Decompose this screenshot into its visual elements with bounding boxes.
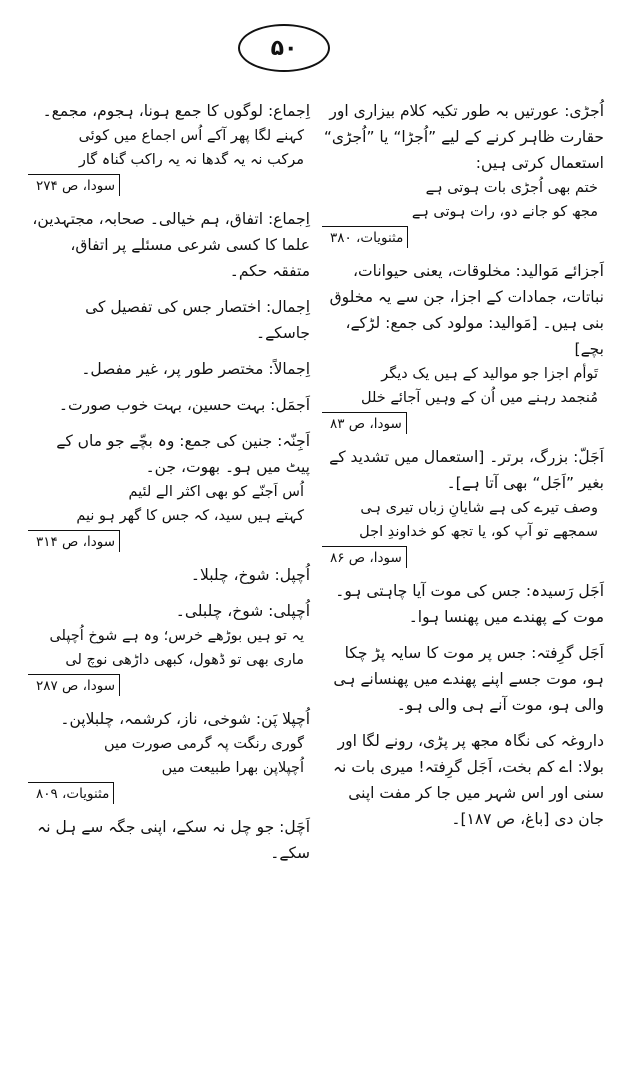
entry-gap bbox=[322, 248, 604, 258]
right-column bbox=[322, 98, 604, 1078]
verse-line: کہنے لگا پھر آکے اُس اجماع میں کوئی bbox=[78, 128, 304, 144]
entry-gap bbox=[28, 382, 310, 392]
verse-line: مُنجمد رہنے میں اُن کے وہیں آجائے خلل bbox=[361, 390, 598, 406]
verse-line: مرکب نہ یہ گدھا نہ یہ راکب گناہ گار bbox=[78, 152, 304, 168]
source-reference-text: مثنویات، ۸۰۹ bbox=[28, 782, 114, 804]
entry-gap bbox=[322, 568, 604, 578]
source-reference bbox=[322, 226, 604, 248]
verse-quote bbox=[28, 732, 310, 780]
page-number: ۵۰ bbox=[238, 24, 330, 72]
source-reference-text: سودا، ص ۸۳ bbox=[322, 412, 407, 434]
dictionary-entry: اِجماع: اتفاق، ہم خیالی۔ صحابہ، مجتہدین، علما کا کسی شرعی مسئلے پر اتفاق، متفقہ حکم۔ bbox=[32, 210, 310, 280]
dictionary-entry: اَچَل: جو چل نہ سکے، اپنی جگہ سے ہل نہ سکے۔ bbox=[37, 818, 310, 862]
dictionary-entry: اُچپلی: شوخ، چلبلی۔ bbox=[175, 602, 310, 620]
source-reference-text: سودا، ص ۸۶ bbox=[322, 546, 407, 568]
source-reference-text: سودا، ص ۲۸۷ bbox=[28, 674, 120, 696]
verse-line: وصف تیرے کی ہے شایانِ زباں تیری ہی bbox=[360, 500, 598, 516]
verse-line: ختم بھی اُجڑی بات ہوتی ہے bbox=[425, 180, 598, 196]
verse-quote bbox=[28, 624, 310, 672]
source-reference-text: سودا، ص ۳۱۴ bbox=[28, 530, 120, 552]
left-column bbox=[28, 98, 310, 1078]
dictionary-entry: اَجمَل: بہت حسین، بہت خوب صورت۔ bbox=[58, 396, 310, 414]
verse-quote bbox=[322, 176, 604, 224]
dictionary-entry: اَجزائے مَوالید: مخلوقات، یعنی حیوانات، نباتات، جمادات کے اجزا، جن سے یہ مخلوق بنی ہیں۔ [مَوالید: مولود کی جمع: لڑکے، بچے] bbox=[329, 262, 604, 358]
source-reference-text: مثنویات، ۳۸۰ bbox=[322, 226, 408, 248]
dictionary-entry: اِجمالاً: مختصر طور پر، غیر مفصل۔ bbox=[81, 360, 310, 378]
entry-gap bbox=[322, 434, 604, 444]
verse-quote bbox=[322, 362, 604, 410]
dictionary-entry: اَجَل رَسیدہ: جس کی موت آیا چاہتی ہو۔ موت کے پھندے میں پھنسا ہوا۔ bbox=[335, 582, 604, 626]
entry-gap bbox=[28, 346, 310, 356]
source-reference bbox=[28, 674, 310, 696]
entry-gap bbox=[322, 630, 604, 640]
source-reference bbox=[28, 782, 310, 804]
verse-quote bbox=[322, 496, 604, 544]
entry-gap bbox=[28, 284, 310, 294]
verse-line: یہ تو ہیں بوڑھے خرس؛ وہ ہے شوخ اُچپلی bbox=[49, 628, 304, 644]
source-reference bbox=[28, 530, 310, 552]
verse-line: تَوأم اجزا جو موالید کے ہیں یک دیگر bbox=[381, 366, 598, 382]
entry-gap bbox=[28, 418, 310, 428]
dictionary-entry: اَجَلّ: بزرگ، برتر۔ [استعمال میں تشدید کے بغیر ”اَجَل“ بھی آتا ہے]۔ bbox=[329, 448, 604, 492]
source-reference bbox=[322, 546, 604, 568]
dictionary-entry: اِجمال: اختصار جس کی تفصیل کی جاسکے۔ bbox=[85, 298, 310, 342]
source-reference bbox=[28, 174, 310, 196]
entry-gap bbox=[322, 718, 604, 728]
dictionary-entry: اُجڑی: عورتیں بہ طور تکیہ کلام بیزاری اور حقارت ظاہر کرنے کے لیے ”اُجڑا“ یا ”اُجڑی“ استعمال کرتی ہیں: bbox=[323, 102, 604, 172]
source-reference-text: سودا، ص ۲۷۴ bbox=[28, 174, 120, 196]
verse-quote bbox=[28, 480, 310, 528]
verse-line: اُچپلاپن بھرا طبیعت میں bbox=[161, 760, 304, 776]
entry-gap bbox=[28, 804, 310, 814]
verse-line: مجھ کو جانے دو، رات ہوتی ہے bbox=[411, 204, 598, 220]
dictionary-entry: اَجَل گرِفتہ: جس پر موت کا سایہ پڑ چکا ہو، موت جسے اپنے پھندے میں پھنسانے ہی والی ہو، موت آنے ہی والی ہو۔ bbox=[333, 644, 604, 714]
dictionary-entry: داروغہ کی نگاہ مجھ پر پڑی، رونے لگا اور بولا: اے کم بخت، اَجَل گرِفتہ! میری بات نہ سنی اور اس شہر میں جا کر مفت اپنی جان دی [باغ، ص ۱۸۷]۔ bbox=[332, 732, 604, 828]
dictionary-entry: اُچپل: شوخ، چلبلا۔ bbox=[190, 566, 310, 584]
verse-line: گوری رنگت پہ گرمی صورت میں bbox=[104, 736, 304, 752]
dictionary-entry: اَجِنّہ: جنین کی جمع: وہ بچّے جو ماں کے پیٹ میں ہو۔ بھوت، جن۔ bbox=[56, 432, 310, 476]
dictionary-entry: اِجماع: لوگوں کا جمع ہونا، ہجوم، مجمع۔ bbox=[42, 102, 310, 120]
entry-gap bbox=[28, 696, 310, 706]
verse-line: اُس اَجنّے کو بھی اکثر الے لئیم bbox=[128, 484, 304, 500]
verse-line: کہتے ہیں سید، کہ جس کا گھر ہو نیم bbox=[76, 508, 304, 524]
source-reference bbox=[322, 412, 604, 434]
entry-gap bbox=[28, 196, 310, 206]
entry-gap bbox=[28, 588, 310, 598]
verse-line: ماری بھی تو ڈھول، کبھی داڑھی نوچ لی bbox=[65, 652, 304, 668]
verse-quote bbox=[28, 124, 310, 172]
verse-line: سمجھے تو آپ کو، یا تجھ کو خداوندِ اجل bbox=[359, 524, 598, 540]
dictionary-entry: اُچپلا پَن: شوخی، ناز، کرشمہ، چلبلاپن۔ bbox=[60, 710, 310, 728]
entry-gap bbox=[28, 552, 310, 562]
